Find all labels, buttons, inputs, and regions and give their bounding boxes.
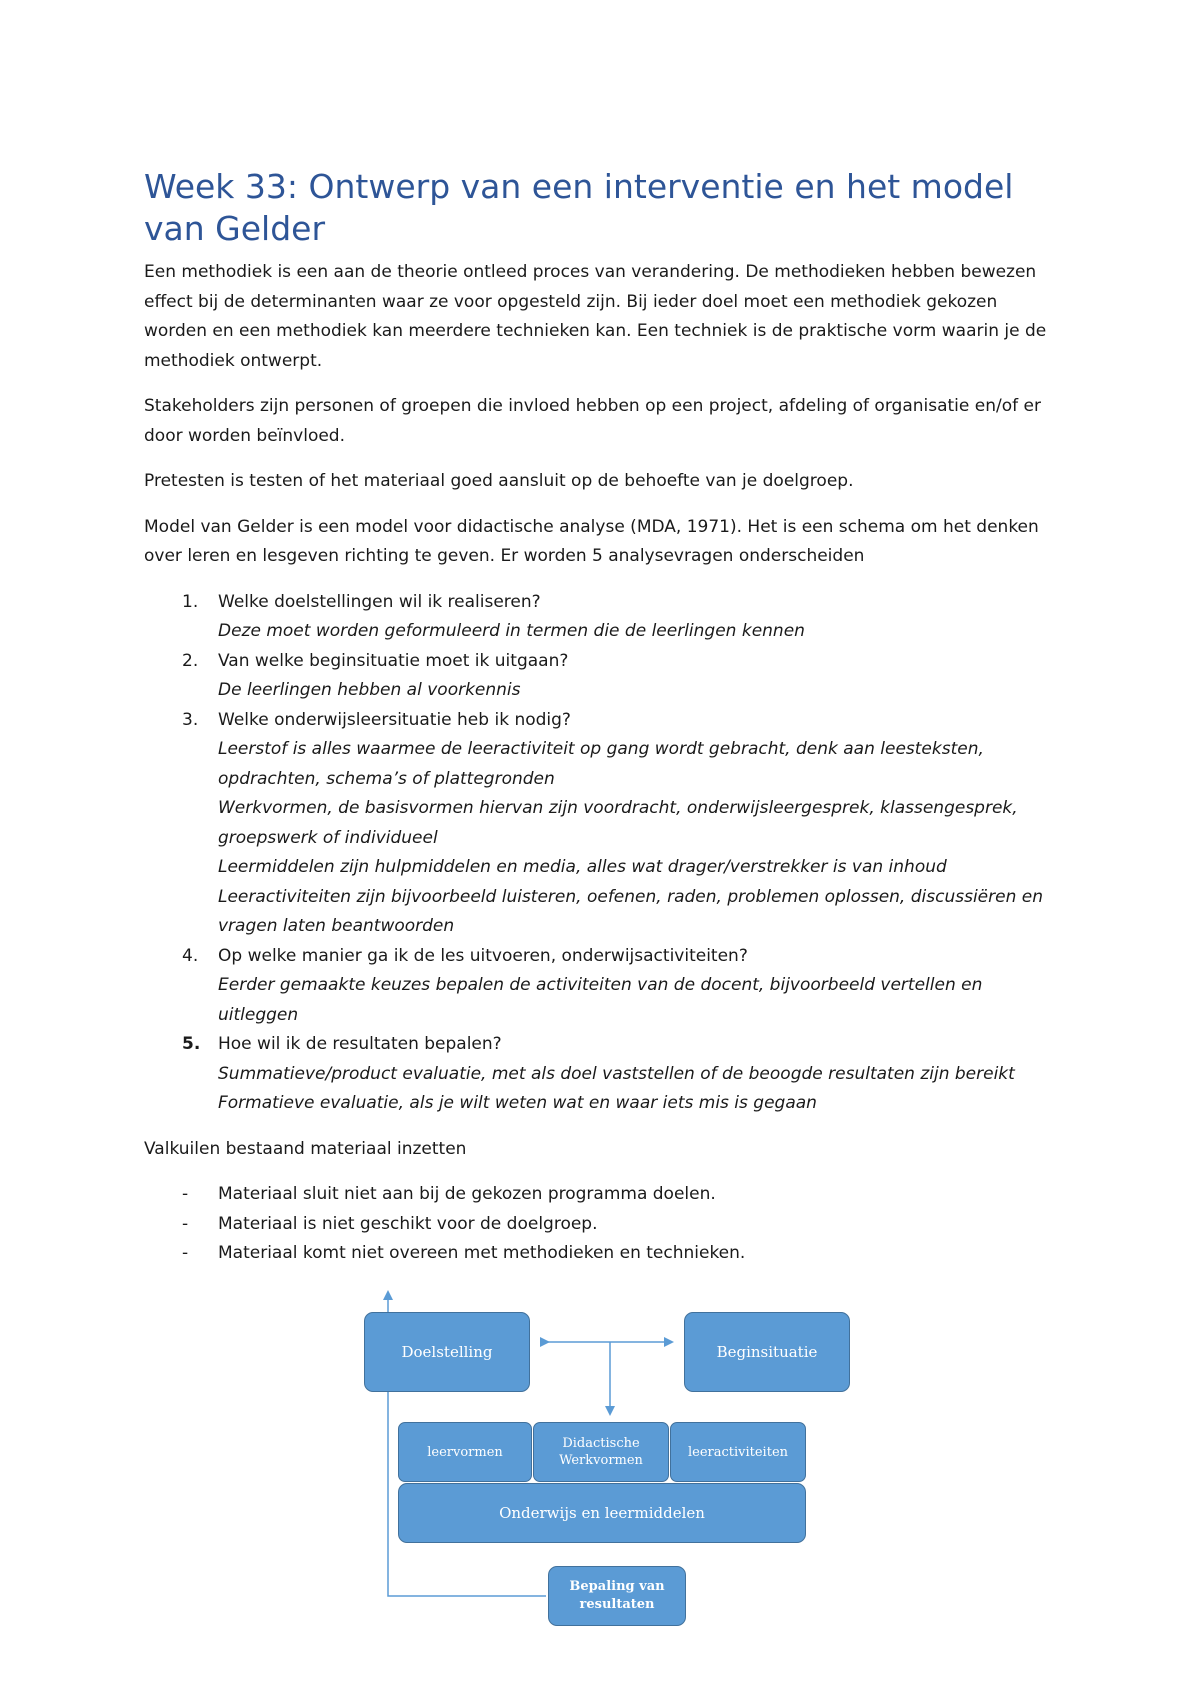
box-label: Onderwijs en leermiddelen xyxy=(499,1503,705,1522)
question-note: Deze moet worden geformuleerd in termen die de leerlingen kennen xyxy=(218,621,805,641)
question-text: Op welke manier ga ik de les uitvoeren, onderwijsactiviteiten? xyxy=(218,945,748,966)
list-item xyxy=(144,647,1064,706)
box-bepaling-van-resultaten xyxy=(548,1566,686,1626)
list-item xyxy=(144,1180,1064,1210)
analysis-questions-list xyxy=(144,588,1064,1119)
question-text: Welke doelstellingen wil ik realiseren? xyxy=(218,591,541,612)
question-note: Leermiddelen zijn hulpmiddelen en media, alles wat drager/verstrekker is van inhoud xyxy=(218,857,947,877)
box-label: leervormen xyxy=(427,1444,503,1460)
box-label: Beginsituatie xyxy=(716,1342,818,1361)
question-note: Leerstof is alles waarmee de leeractiviteit op gang wordt gebracht, denk aan leesteksten, opdrachten, schema’s of plattegronden xyxy=(218,739,984,789)
question-text: Welke onderwijsleersituatie heb ik nodig? xyxy=(218,709,571,730)
box-leeractiviteiten xyxy=(670,1422,806,1482)
pitfall-text: Materiaal komt niet overeen met methodieken en technieken. xyxy=(218,1243,746,1263)
pitfall-text: Materiaal is niet geschikt voor de doelgroep. xyxy=(218,1213,598,1234)
box-beginsituatie xyxy=(684,1312,850,1392)
question-text: Van welke beginsituatie moet ik uitgaan? xyxy=(218,650,569,671)
list-item xyxy=(144,1210,1064,1240)
question-note: De leerlingen hebben al voorkennis xyxy=(218,680,521,700)
box-doelstelling xyxy=(364,1312,530,1392)
box-label-line2: resultaten xyxy=(579,1597,655,1612)
bullet-dash: - xyxy=(182,1243,189,1263)
list-item xyxy=(144,942,1064,1031)
paragraph-model-van-gelder: Model van Gelder is een model voor didactische analyse (MDA, 1971). Het is een schema om het denken over leren en lesgeven richting te geven. Er worden 5 analysevragen onderscheiden xyxy=(144,516,1039,566)
question-note: Leeractiviteiten zijn bijvoorbeeld luisteren, oefenen, raden, problemen oplossen, discussiëren en vragen laten beantwoorden xyxy=(218,886,1043,936)
list-item xyxy=(144,588,1064,647)
box-leervormen xyxy=(398,1422,532,1482)
list-item xyxy=(144,1030,1064,1119)
box-label: leeractiviteiten xyxy=(687,1444,789,1460)
paragraph-pretesten: Pretesten is testen of het materiaal goed aansluit op de behoefte van je doelgroep. xyxy=(144,471,854,491)
list-number: 2. xyxy=(182,650,199,671)
pitfall-text: Materiaal sluit niet aan bij de gekozen programma doelen. xyxy=(218,1184,716,1204)
box-label: Doelstelling xyxy=(401,1342,493,1361)
pitfalls-heading: Valkuilen bestaand materiaal inzetten xyxy=(144,1138,467,1159)
page-title: Week 33: Ontwerp van een interventie en het model van Gelder xyxy=(144,167,1014,248)
list-number: 5. xyxy=(182,1034,201,1054)
list-number: 4. xyxy=(182,945,199,966)
question-note: Werkvormen, de basisvormen hiervan zijn voordracht, onderwijsleergesprek, klassengesprek, groepswerk of individueel xyxy=(218,798,1018,848)
bullet-dash: - xyxy=(182,1213,189,1234)
list-number: 3. xyxy=(182,709,199,730)
list-item xyxy=(144,1239,1064,1269)
document-body xyxy=(144,166,1064,1269)
question-note: Formatieve evaluatie, als je wilt weten wat en waar iets mis is gegaan xyxy=(218,1093,817,1113)
bullet-dash: - xyxy=(182,1184,189,1204)
box-onderwijs-en-leermiddelen xyxy=(398,1483,806,1543)
list-number: 1. xyxy=(182,591,199,612)
question-note: Summatieve/product evaluatie, met als doel vaststellen of de beoogde resultaten zijn bereikt xyxy=(218,1063,1015,1084)
paragraph-methodiek: Een methodiek is een aan de theorie ontleed proces van verandering. De methodieken hebben bewezen effect bij de determinanten waar ze voor opgesteld zijn. Bij ieder doel moet een methodiek gekozen worden en een methodiek kan meerdere technieken kan. Een techniek is de praktische vorm waarin je de methodiek ontwerpt. xyxy=(144,262,1047,371)
pitfalls-list xyxy=(144,1180,1064,1269)
box-label-line1: Bepaling van xyxy=(569,1579,665,1594)
list-item xyxy=(144,706,1064,942)
paragraph-stakeholders: Stakeholders zijn personen of groepen die invloed hebben op een project, afdeling of organisatie en/of er door worden beïnvloed. xyxy=(144,396,1041,446)
question-note: Eerder gemaakte keuzes bepalen de activiteiten van de docent, bijvoorbeeld vertellen en uitleggen xyxy=(218,975,983,1025)
question-text: Hoe wil ik de resultaten bepalen? xyxy=(218,1034,502,1054)
box-didactische-werkvormen xyxy=(533,1422,669,1482)
box-label-line1: Didactische xyxy=(562,1436,640,1451)
box-label-line2: Werkvormen xyxy=(559,1453,643,1468)
